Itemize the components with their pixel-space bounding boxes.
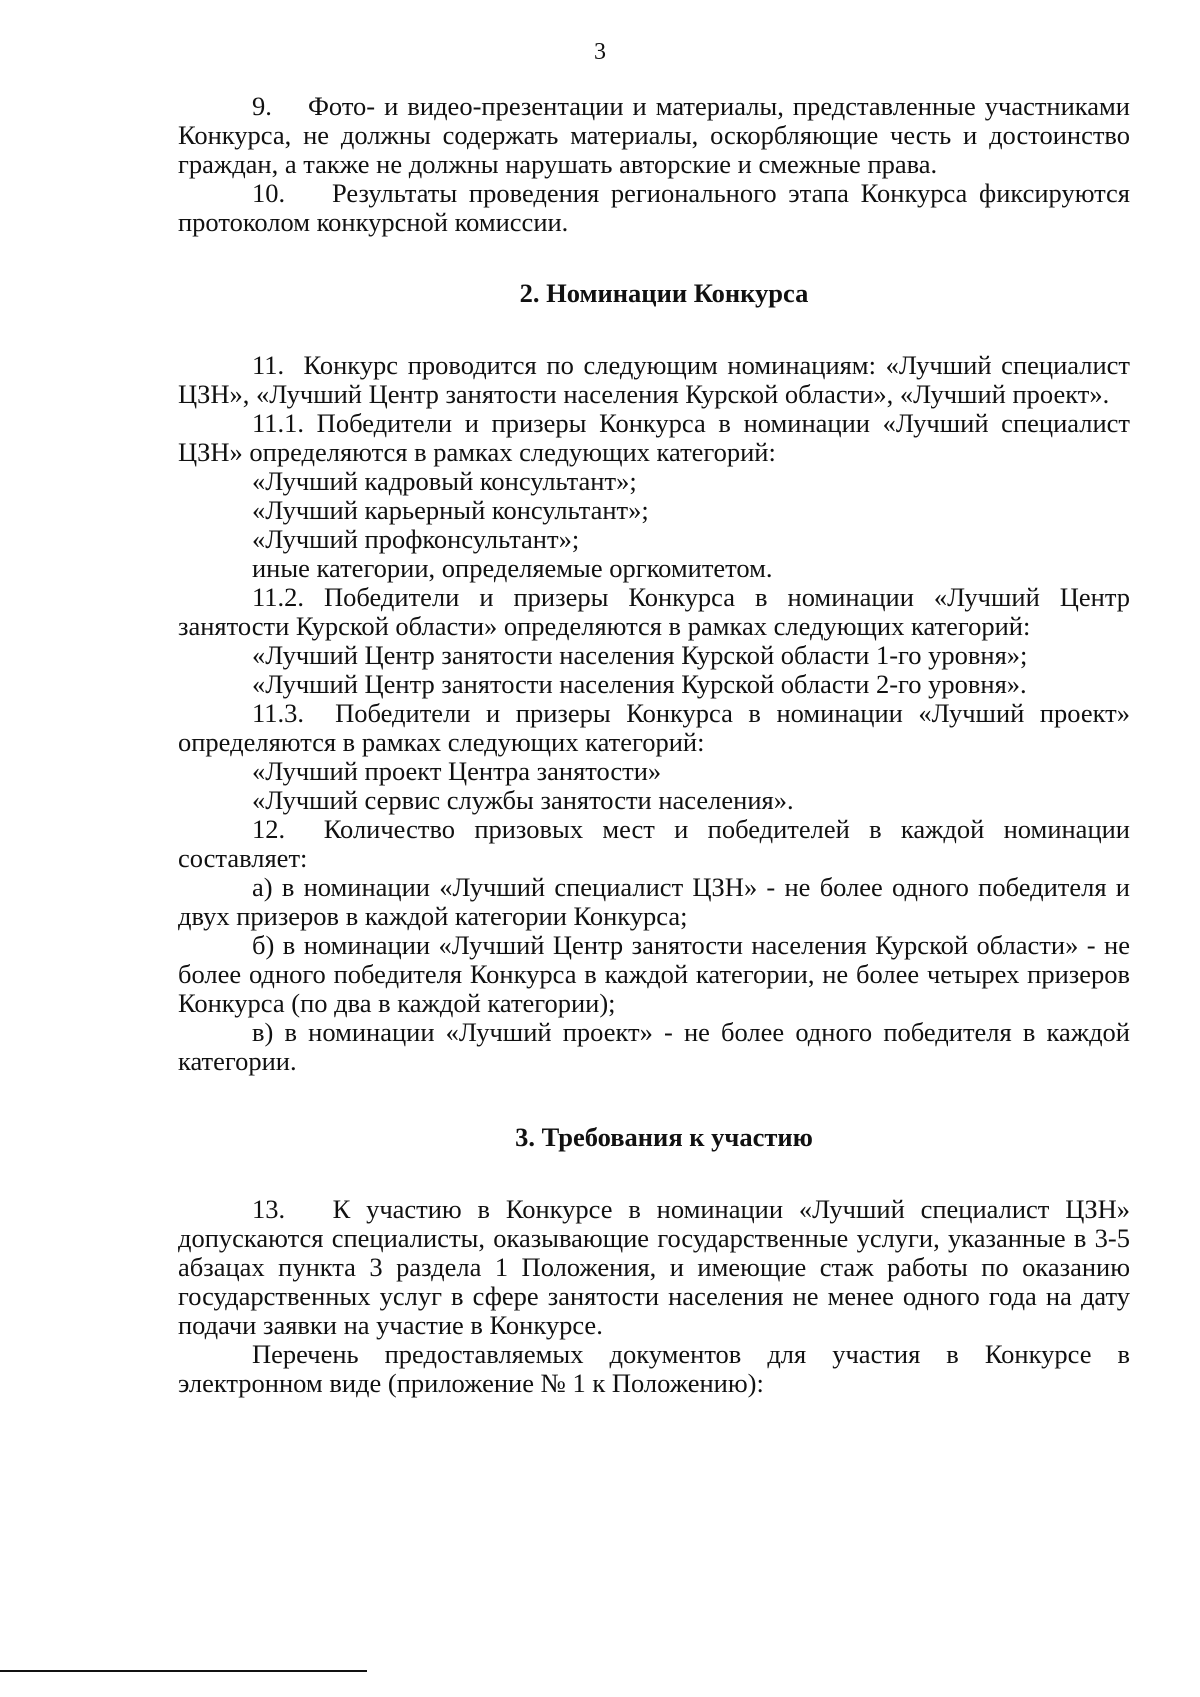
section-2-heading: 2. Номинации Конкурса [519,278,809,308]
list-item: «Лучший карьерный консультант»; [252,495,649,525]
paragraph-12-c: в) в номинации «Лучший проект» - не более одного победителя в каждой категории. [178,1017,1130,1076]
paragraph-13: 13. К участию в Конкурсе в номинации «Лучший специалист ЦЗН» допускаются специалисты, оказывающие государственные услуги, указанные в 3-5 абзацах пункта 3 раздела 1 Положения, и имеющие стаж работы по оказанию государственных услуг в сфере занятости населения не менее одного года на дату подачи заявки на участие в Конкурсе. [178,1194,1130,1340]
paragraph-11-1: 11.1. Победители и призеры Конкурса в номинации «Лучший специалист ЦЗН» определяются в рамках следующих категорий: [178,408,1130,467]
page-number: 3 [594,39,606,65]
paragraph-11-3: 11.3. Победители и призеры Конкурса в номинации «Лучший проект» определяются в рамках следующих категорий: [178,698,1130,757]
paragraph-11: 11. Конкурс проводится по следующим номинациям: «Лучший специалист ЦЗН», «Лучший Центр занятости населения Курской области», «Лучший проект». [178,350,1130,409]
list-item: «Лучший Центр занятости населения Курской области 1-го уровня»; [252,640,1028,670]
paragraph-12: 12. Количество призовых мест и победителей в каждой номинации составляет: [178,814,1130,873]
list-item: «Лучший сервис службы занятости населения». [252,785,794,815]
footnote-separator [0,1670,367,1672]
paragraph-9: 9. Фото- и видео-презентации и материалы, представленные участниками Конкурса, не должны содержать материалы, оскорбляющие честь и достоинство граждан, а также не должны нарушать авторские и смежные права. [178,91,1130,179]
list-item: «Лучший профконсультант»; [252,524,580,554]
paragraph-12-b: б) в номинации «Лучший Центр занятости населения Курской области» - не более одного победителя Конкурса в каждой категории, не более четырех призеров Конкурса (по два в каждой категории); [178,930,1130,1018]
paragraph-documents-list: Перечень предоставляемых документов для участия в Конкурсе в электронном виде (приложение № 1 к Положению): [178,1339,1130,1398]
section-3-heading: 3. Требования к участию [515,1122,813,1152]
list-item: иные категории, определяемые оргкомитетом. [252,553,773,583]
document-body [178,92,1130,1398]
list-item: «Лучший кадровый консультант»; [252,466,637,496]
list-item: «Лучший проект Центра занятости» [252,756,662,786]
paragraph-11-2: 11.2. Победители и призеры Конкурса в номинации «Лучший Центр занятости Курской области» определяются в рамках следующих категорий: [178,582,1130,641]
list-item: «Лучший Центр занятости населения Курской области 2-го уровня». [252,669,1027,699]
paragraph-10: 10. Результаты проведения регионального этапа Конкурса фиксируются протоколом конкурсной комиссии. [178,178,1130,237]
paragraph-12-a: а) в номинации «Лучший специалист ЦЗН» - не более одного победителя и двух призеров в каждой категории Конкурса; [178,872,1130,931]
